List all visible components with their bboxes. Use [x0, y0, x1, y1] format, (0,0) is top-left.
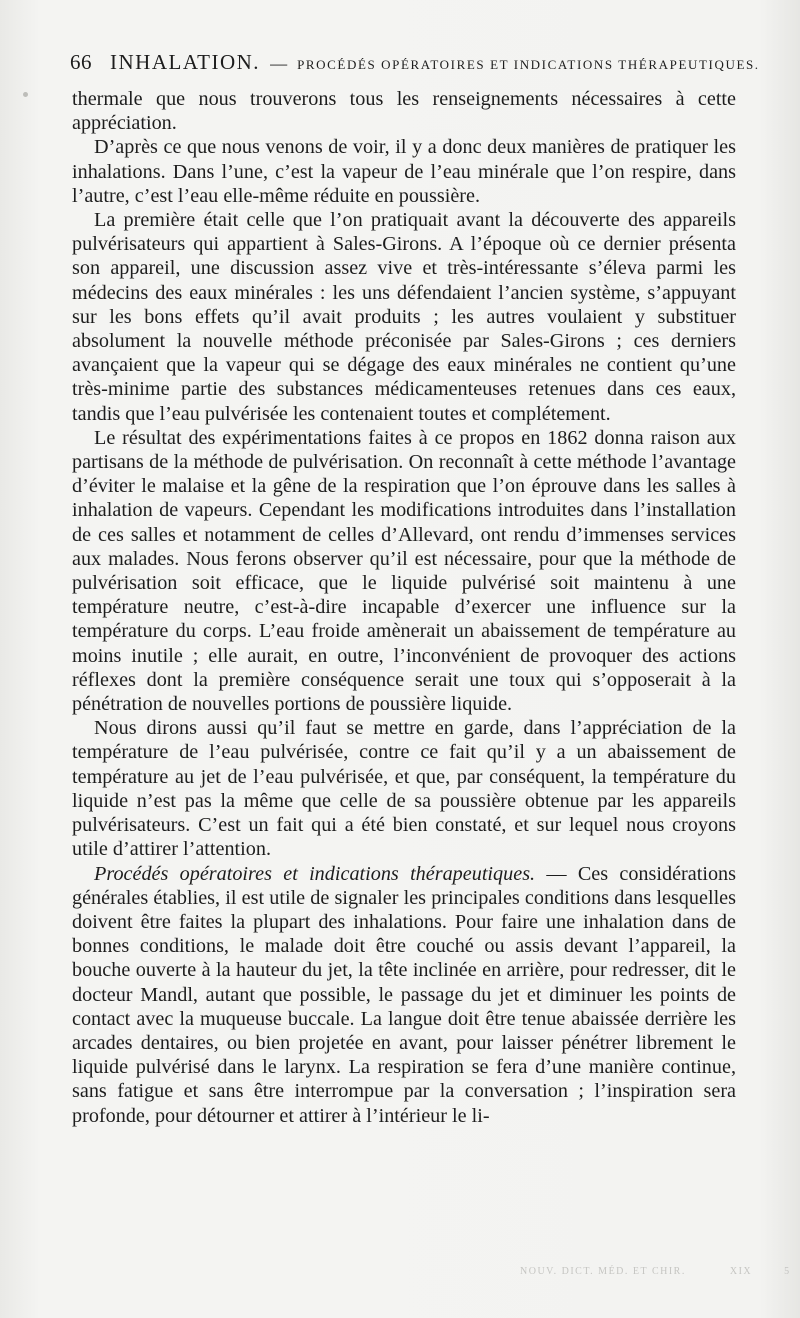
paragraph: Nous dirons aussi qu’il faut se mettre en garde, dans l’appréciation de la température de l’eau pulvérisée, contre ce fait qu’il y a un abaissement de température au jet de l’eau pulvérisée, et que, par conséquent, la température du liquide n’est pas la même que celle de sa poussière obtenue par les appareils pulvérisateurs. C’est un fait qui a été bien constaté, et sur lequel nous croyons utile d’attirer l’attention.: [72, 717, 736, 861]
running-header: [70, 50, 760, 80]
body-text: [72, 87, 736, 1128]
section-heading: Procédés opératoires et indications thérapeutiques.: [94, 862, 536, 885]
paper-speck: [23, 92, 28, 97]
paragraph-section-start: [72, 862, 736, 1128]
volume-number: XIX: [729, 1266, 753, 1277]
page-number: 66: [70, 50, 92, 74]
paragraph-continued: thermale que nous trouverons tous les renseignements nécessaires à cette appréciation.: [72, 88, 736, 135]
running-title: INHALATION.: [110, 50, 261, 74]
paragraph: Le résultat des expérimentations faites à ce propos en 1862 donna raison aux partisans de la méthode de pulvérisation. On reconnaît à cette méthode l’avantage d’éviter le malaise et la gêne de la respiration que l’on éprouve dans les salles à inhalation de vapeurs. Cependant les modifications introduites dans l’installation de ces salles et notamment de celles d’Allevard, ont rendu d’immenses services aux malades. Nous ferons observer qu’il est nécessaire, pour que la méthode de pulvérisation soit efficace, que le liquide pulvérisé soit maintenu à une température neutre, c’est-à-dire incapable d’exercer une influence sur la température du corps. L’eau froide amènerait un abaissement de température au moins inutile ; elle aurait, en outre, l’inconvénient de provoquer des actions réflexes dont la première conséquence serait une toux qui s’opposerait à la pénétration de nouvelles portions de poussière liquide.: [72, 426, 736, 716]
paragraph: La première était celle que l’on pratiquait avant la découverte des appareils pulvérisateurs qui appartient à Sales-Girons. A l’époque où ce dernier présenta son appareil, une discussion assez vive et très-intéressante s’éleva parmi les médecins des eaux minérales : les uns défendaient l’ancien système, s’appuyant sur les bons effets qu’il avait produits ; les autres voulaient y substituer absolument la nouvelle méthode préconisée par Sales-Girons ; ces derniers avançaient que la vapeur qui se dégage des eaux minérales ne contient qu’une très-minime partie des substances médicamenteuses retenues dans ces eaux, tandis que l’eau pulvérisée les contenaient toutes et complétement.: [72, 209, 736, 425]
printer-signature: [520, 1266, 791, 1277]
sheet-number: 5: [784, 1266, 791, 1277]
section-text: — Ces considérations générales établies, il est utile de signaler les principales conditions dans lesquelles doivent être faites la plupart des inhalations. Pour faire une inhalation dans de bonnes conditions, le malade doit être couché ou assis devant l’appareil, la bouche ouverte à la hauteur du jet, la tête inclinée en arrière, pour redresser, dit le docteur Mandl, autant que possible, le passage du jet et diminuer les points de contact avec la muqueuse buccale. La langue doit être tenue abaissée derrière les arcades dentaires, ou bien projetée en avant, pour laisser pénétrer librement le liquide pulvérisé dans le larynx. La respiration se fera d’une manière continue, sans fatigue et sans être interrompue par la conversation ; l’inspiration sera profonde, pour détourner et attirer à l’intérieur le li-: [72, 862, 736, 1127]
header-dash: —: [270, 54, 288, 73]
paragraph: D’après ce que nous venons de voir, il y a donc deux manières de pratiquer les inhalations. Dans l’une, c’est la vapeur de l’eau minérale que l’on respire, dans l’autre, c’est l’eau elle-même réduite en poussière.: [72, 136, 736, 207]
section-subtitle: PROCÉDÉS OPÉRATOIRES ET INDICATIONS THÉRAPEUTIQUES.: [297, 57, 760, 72]
signature-text: NOUV. DICT. MÉD. ET CHIR.: [520, 1266, 686, 1277]
